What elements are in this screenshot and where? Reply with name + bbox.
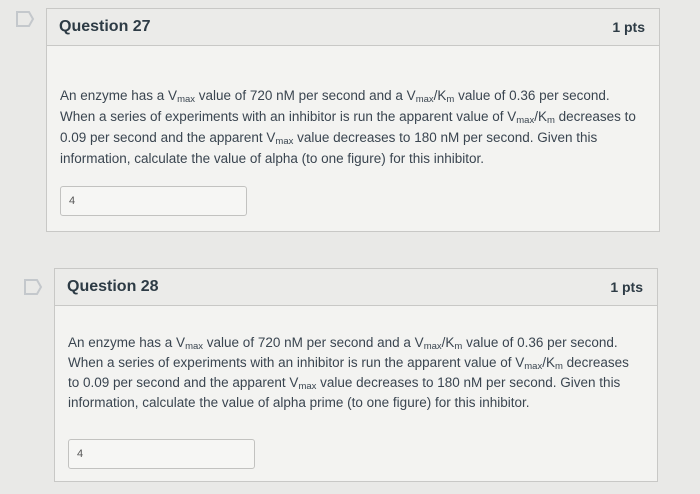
question-28-card — [54, 268, 658, 482]
answer-input[interactable] — [60, 186, 247, 216]
question-points: 1 pts — [612, 19, 645, 35]
question-text — [47, 46, 659, 216]
flag-question-icon[interactable] — [14, 9, 36, 29]
question-points: 1 pts — [610, 279, 643, 295]
question-header — [47, 9, 659, 46]
question-prompt: An enzyme has a $V_{max}$ value of 720 nM per second and a $V_{max}/K_m$ value of 0.36 per second. When a series of experiments with an inhibitor is run the apparent value of $V_{max}/K_m$ decreases to 0.09 per second and the apparent $V_{max}$ value decreases to 180 nM per second. Given this information, calculate the value of alpha prime (to one figure) for this inhibitor. — [68, 335, 629, 410]
question-title: Question 27 — [59, 18, 151, 35]
answer-input[interactable] — [68, 439, 255, 469]
question-prompt: An enzyme has a $V_{max}$ value of 720 nM per second and a $V_{max}/K_m$ value of 0.36 per second. When a series of experiments with an inhibitor is run the apparent value of $V_{max}/K_m$ decreases to 0.09 per second and the apparent $V_{max}$ value decreases to 180 nM per second. Given this information, calculate the value of alpha (to one figure) for this inhibitor. — [60, 88, 636, 166]
question-title: Question 28 — [67, 278, 159, 295]
question-27-card — [46, 8, 660, 232]
flag-question-icon[interactable] — [22, 277, 44, 297]
question-header — [55, 269, 657, 306]
question-text — [55, 306, 657, 469]
